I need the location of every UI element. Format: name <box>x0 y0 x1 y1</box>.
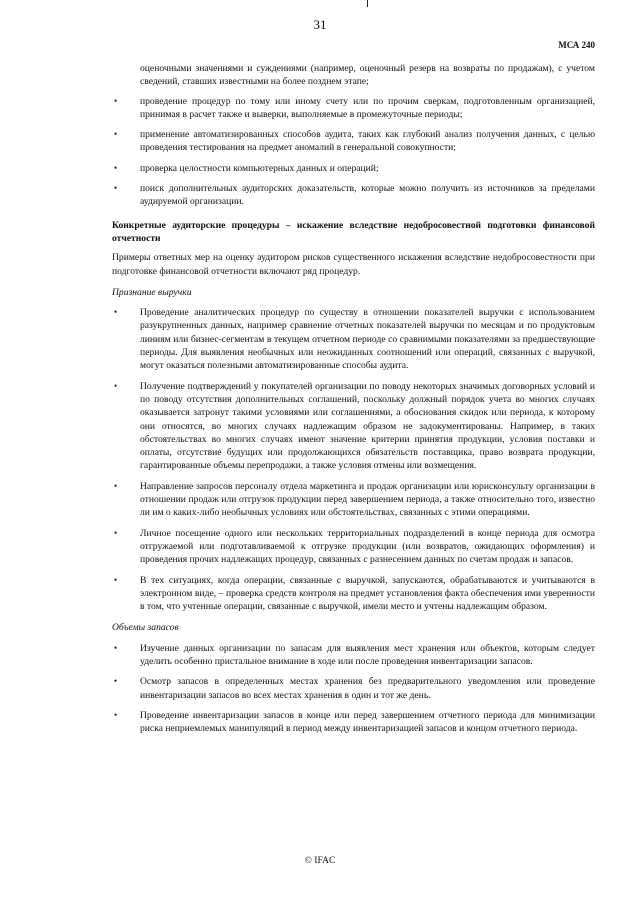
section-intro: Примеры ответных мер на оценку аудитором рисков существенного искажения вследствие недобросовестности при подготовке финансовой отчетности включают ряд процедур. <box>112 252 595 277</box>
procedures-list <box>112 95 595 209</box>
bullet-icon: • <box>114 642 118 653</box>
standard-code: МСА 240 <box>558 40 595 50</box>
list-item: • В тех ситуациях, когда операции, связанные с выручкой, запускаются, обрабатываются и учитываются в электронном виде, – проверка средств контроля на предмет установления факта обеспечения ими уверенности в том, что учтенные операции, связанные с выручкой, имели место и учтены надлежащим образом. <box>114 574 595 613</box>
bullet-icon: • <box>114 480 118 491</box>
list-item: • Проведение инвентаризации запасов в конце или перед завершением отчетного периода для минимизации риска неприемлемых манипуляций в период между инвентаризацией запасов и концом отчетного периода. <box>114 709 595 735</box>
list-item: • применение автоматизированных способов аудита, таких как глубокий анализ получения данных, с целью проведения тестирования на предмет аномалий в генеральной совокупности; <box>114 129 595 154</box>
list-item: • Личное посещение одного или нескольких территориальных подразделений в конце периода для осмотра отгружаемой или подготавливаемой к отгрузке продукции (или возвратов, ожидающих оформления) и проведения прочих надлежащих процедур, связанных с разнесением данных по счетам продаж и запасов. <box>114 527 595 566</box>
bullet-icon: • <box>114 307 118 318</box>
list-item: • проведение процедур по тому или иному счету или по прочим сверкам, подготовленным организацией, принимая в расчет также и выверки, выполняемые в промежуточные периоды; <box>114 95 595 120</box>
list-item: • поиск дополнительных аудиторских доказательств, которые можно получить из источников за пределами аудируемой организации. <box>114 183 595 208</box>
page-content <box>112 62 595 742</box>
list-item: • Изучение данных организации по запасам для выявления мест хранения или объектов, которым следует уделить особенно пристальное внимание в ходе или после проведения инвентаризации запасов. <box>114 642 595 667</box>
list-item: • Осмотр запасов в определенных местах хранения без предварительного уведомления или проведение инвентаризации запасов во всех местах хранения в один и тот же день. <box>114 676 595 701</box>
list-item: • проверка целостности компьютерных данных и операций; <box>114 162 379 174</box>
bullet-icon: • <box>114 183 118 194</box>
top-margin-line <box>367 0 368 7</box>
subheading-inventory: Объемы запасов <box>112 622 179 634</box>
continuation-paragraph: оценочными значениями и суждениями (например, оценочный резерв на возвраты по продажам), с учетом сведений, ставших известными на более позднем этапе; <box>140 63 595 88</box>
footer-copyright: © IFAC <box>304 855 336 866</box>
bullet-icon: • <box>114 162 118 173</box>
bullet-icon: • <box>114 527 118 538</box>
page-number: 31 <box>313 17 327 32</box>
subheading-revenue: Признание выручки <box>112 286 192 298</box>
bullet-icon: • <box>114 129 118 140</box>
inventory-list <box>112 642 595 736</box>
bullet-icon: • <box>114 574 118 585</box>
bullet-icon: • <box>114 95 118 106</box>
bullet-icon: • <box>114 380 118 391</box>
bullet-icon: • <box>114 676 118 687</box>
list-item: • Направление запросов персоналу отдела маркетинга и продаж организации или юрисконсульту организации в отношении продаж или отгрузок продукции перед завершением периода, а также относительно того, известно ли им о каких-либо необычных условиях или обстоятельствах, связанных с этими операциями. <box>114 480 595 519</box>
section-heading: Конкретные аудиторские процедуры – искажение вследствие недобросовестной подготовки финансовой отчетности <box>112 219 595 244</box>
bullet-icon: • <box>114 709 118 720</box>
list-item: • Проведение аналитических процедур по существу в отношении показателей выручки с использованием разукрупненных данных, например сравнение отчетных показателей выручки по месяцам и по продуктовым линиям или бизнес-сегментам в текущем отчетном периоде со сравнимыми показателями за предшествующие периоды. Для выявления необычных или неожиданных соотношений или операций, связанных с выручкой, могут оказаться полезными автоматизированные способы аудита. <box>114 307 595 372</box>
revenue-list <box>112 306 595 613</box>
list-item: • Получение подтверждений у покупателей организации по поводу некоторых значимых договорных условий и по поводу отсутствия дополнительных соглашений, поскольку должный порядок учета во многих случаях оказывается затронут такими условиями или соглашениями, а обоснования скидок или периода, к которому они относятся, во многих случаях надлежащим образом не задокументированы. Например, в таких обстоятельствах во многих случаях имеют значение критерии принятия продукции, условия поставки и оплаты, отсутствие будущих или продолжающихся обязательств поставщика, право возврата продукции, гарантированные объемы перепродажи, а также условия отмены или возмещения. <box>114 380 595 472</box>
